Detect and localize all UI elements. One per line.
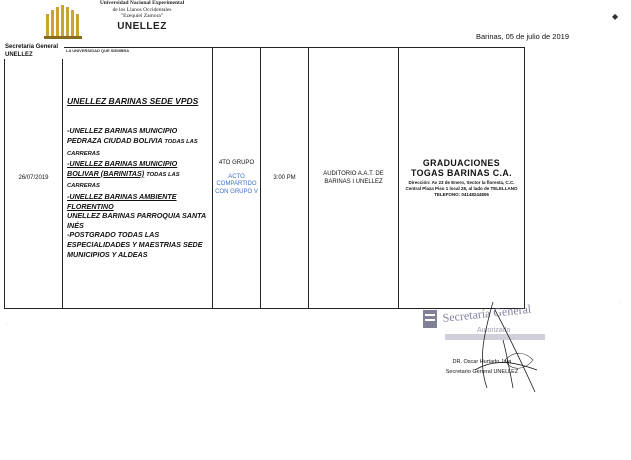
fecha-cell <box>5 48 63 309</box>
scan-speck: · <box>6 322 8 328</box>
fecha-value: 26/07/2019 <box>18 175 49 181</box>
hora-value: 3:00 PM <box>273 175 296 181</box>
sede-item: -UNELLEZ BARINAS AMBIENTE FLORENTINO <box>67 192 177 211</box>
left-label-line-1: Secretaría General <box>5 44 59 50</box>
institution-brand: UNELLEZ <box>117 20 167 32</box>
sede-item: UNELLEZ BARINAS PARROQUIA SANTA INÉS <box>67 211 206 230</box>
signatory-name: DR. Oscar Hurtado Jara <box>452 359 512 365</box>
proveedor-address: Dirección: Av 23 de Enero, Sector la floresta, C.C. Central Plaza Piso 1 local 28, al lado de TELELLANO TELEFONO: 04148244806 <box>405 179 518 198</box>
signatory-block <box>430 357 534 377</box>
svg-text:Secretaría General: Secretaría General <box>441 301 532 325</box>
lugar-cell <box>309 48 399 309</box>
proveedor-cell <box>399 48 525 309</box>
signature-stamp-icon <box>415 300 555 395</box>
lugar-value: AUDITORIO A.A.T. DE BARINAS I UNELLEZ <box>323 171 384 185</box>
left-label <box>4 43 64 59</box>
grupo-value: 4TO GRUPO <box>218 159 255 166</box>
document-date: Barinas, 05 de julio de 2019 <box>476 32 569 41</box>
scan-mark: ◆ <box>612 12 619 21</box>
schedule-table <box>4 47 525 309</box>
hora-cell <box>261 48 309 309</box>
proveedor-name: TOGAS BARINAS C.A. <box>411 167 512 178</box>
sede-item: -POSTGRADO TODAS LAS ESPECIALIDADES Y MAESTRIAS SEDE MUNICIPIOS Y ALDEAS <box>67 230 203 259</box>
institution-line-1: Universidad Nacional Experimental <box>99 0 185 6</box>
scan-speck: · <box>618 300 620 306</box>
unellez-logo-icon <box>44 4 86 40</box>
table-row <box>5 48 525 309</box>
svg-text:Autorizado: Autorizado <box>477 327 511 334</box>
left-label-line-2: UNELLEZ <box>5 52 33 58</box>
sede-cell <box>63 48 213 309</box>
signatory-title: Secretario General UNELLEZ <box>445 369 519 375</box>
table-header-fragment: LA UNIVERSIDAD QUE SIEMBRA <box>66 48 130 53</box>
institution-line-2: de los Llanos Occidentales <box>112 6 172 13</box>
sede-item: -UNELLEZ BARINAS MUNICIPIO PEDRAZA CIUDAD BOLIVIA TODAS LAS CARRERAS <box>67 126 198 157</box>
grupo-note: ACTO COMPARTIDO CON GRUPO V <box>215 173 258 195</box>
grupo-cell <box>213 48 261 309</box>
sede-title: UNELLEZ BARINAS SEDE VPDS <box>67 95 199 106</box>
institution-line-3: "Ezequiel Zamora" <box>120 13 164 19</box>
institution-header <box>88 0 196 33</box>
proveedor-title: GRADUACIONES <box>422 157 501 168</box>
sede-item: -UNELLEZ BARINAS MUNICIPIO BOLIVAR (BARINITAS) TODAS LAS CARRERAS <box>67 159 180 190</box>
